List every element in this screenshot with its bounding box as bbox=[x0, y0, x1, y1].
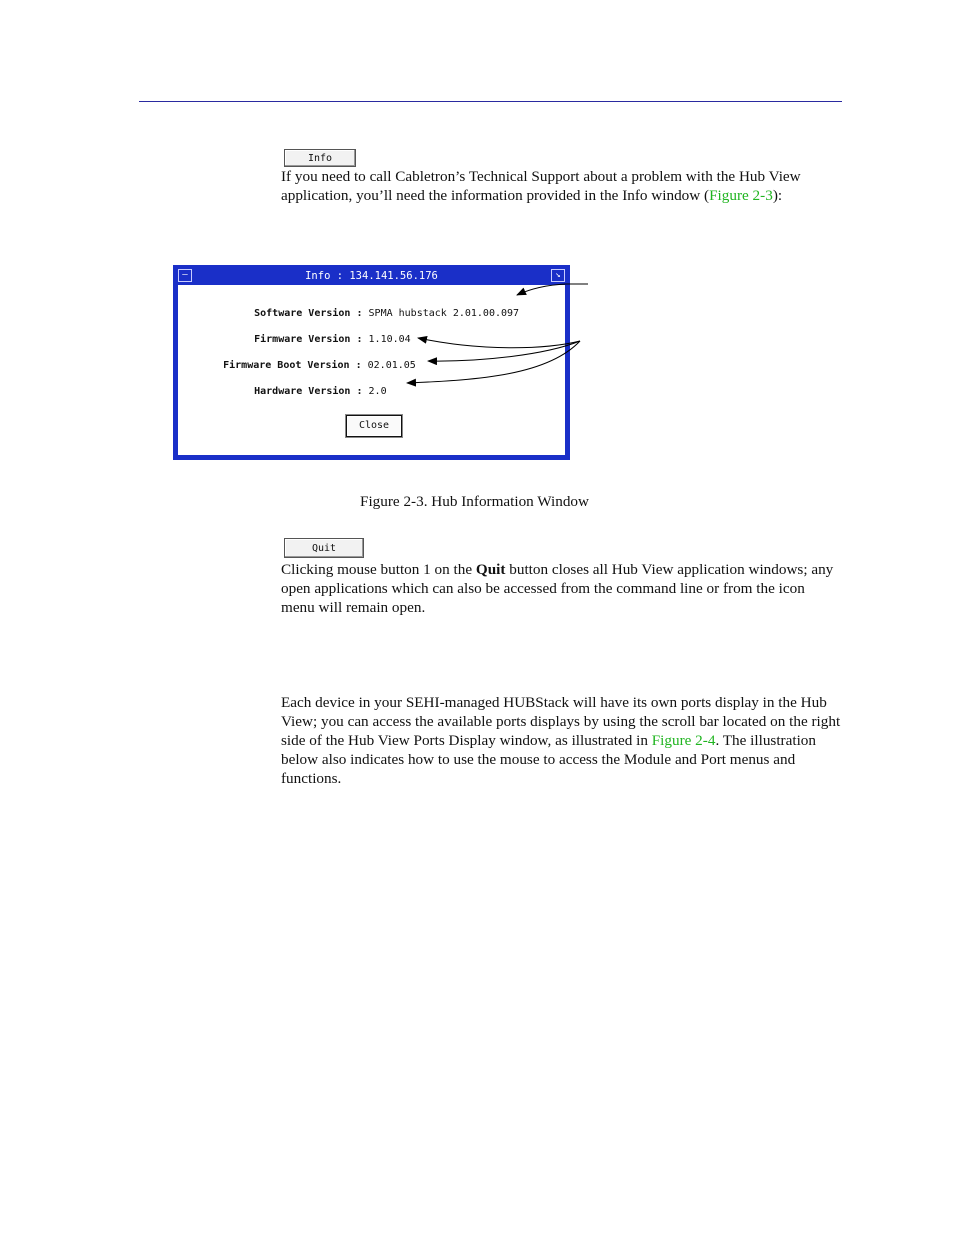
info-paragraph bbox=[281, 168, 841, 206]
firmware-version-label: Firmware Version : bbox=[254, 334, 363, 345]
header-rule bbox=[139, 101, 842, 102]
firmware-boot-version-value: 02.01.05 bbox=[367, 360, 416, 371]
quit-button[interactable]: Quit bbox=[284, 538, 364, 558]
figure-2-3-link[interactable]: Figure 2-3 bbox=[709, 186, 773, 204]
window-resize-button[interactable]: ↘ bbox=[551, 269, 565, 282]
info-window-titlebar bbox=[176, 268, 567, 284]
window-menu-button[interactable]: — bbox=[178, 269, 192, 282]
quit-paragraph-text: Clicking mouse button 1 on the bbox=[281, 561, 476, 578]
quit-paragraph bbox=[281, 561, 841, 618]
ports-paragraph bbox=[281, 694, 841, 789]
close-button[interactable]: Close bbox=[346, 415, 402, 437]
quit-paragraph-tail: button closes all Hub View application windows; any open applications which can also be accessed from the command line or from the icon menu will remain open. bbox=[281, 561, 834, 616]
info-paragraph-tail: ): bbox=[772, 186, 783, 204]
hardware-version-row bbox=[218, 374, 387, 410]
hardware-version-label: Hardware Version : bbox=[254, 386, 363, 397]
info-window-title: Info : 134.141.56.176 bbox=[305, 270, 438, 282]
figure-2-4-link[interactable]: Figure 2-4 bbox=[651, 731, 716, 749]
info-window-client bbox=[178, 285, 565, 455]
ports-paragraph-tail: . The illustration below also indicates how to use the mouse to access the Module and Port menus and functions. bbox=[281, 731, 816, 787]
figure-caption: Figure 2-3. Hub Information Window bbox=[360, 493, 589, 510]
quit-bold: Quit bbox=[475, 561, 506, 578]
info-paragraph-text: If you need to call Cabletron’s Technical Support about a problem with the Hub View application, you’ll need the information provided in the Info window ( bbox=[281, 168, 801, 204]
software-version-label: Software Version : bbox=[254, 308, 363, 319]
info-button[interactable]: Info bbox=[284, 149, 356, 167]
info-window bbox=[173, 265, 570, 460]
software-version-value: SPMA hubstack 2.01.00.097 bbox=[368, 308, 520, 319]
ports-paragraph-text: Each device in your SEHI-managed HUBStack will have its own ports display in the Hub View; you can access the available ports displays by using the scroll bar located on the right side of the Hub View Ports Display window, as illustrated in bbox=[281, 694, 841, 749]
firmware-version-value: 1.10.04 bbox=[368, 334, 411, 345]
hardware-version-value: 2.0 bbox=[368, 386, 387, 397]
firmware-boot-version-label: Firmware Boot Version : bbox=[223, 360, 362, 371]
